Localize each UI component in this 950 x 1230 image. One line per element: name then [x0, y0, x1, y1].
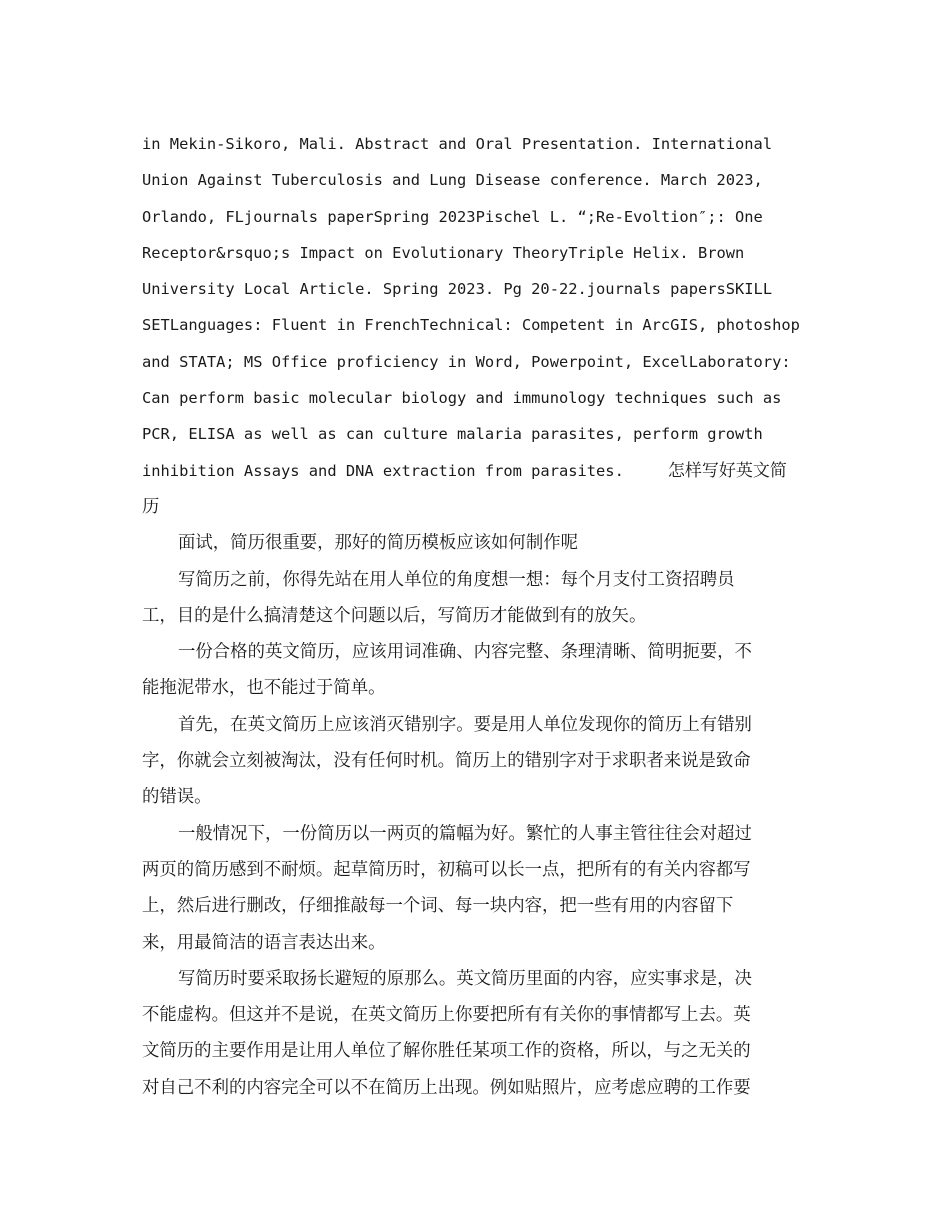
text-line: 来，用最简洁的语言表达出来。 [142, 932, 386, 953]
text-line: 字，你就会立刻被淘汰，没有任何时机。简历上的错别字对于求职者来说是致命 [142, 751, 751, 772]
paragraph [142, 816, 806, 961]
text-line: 对自己不利的内容完全可以不在简历上出现。例如贴照片，应考虑应聘的工作要 [142, 1077, 751, 1098]
chinese-text-block [142, 525, 806, 1106]
text-line: PCR, ELISA as well as can culture malaria parasites, perform growth [142, 425, 763, 444]
text-line: 不能虚构。但这并不是说，在英文简历上你要把所有有关你的事情都写上去。英 [142, 1005, 751, 1026]
text-line: Receptor&rsquo;s Impact on Evolutionary TheoryTriple Helix. Brown [142, 243, 745, 262]
text-line: 面试，简历很重要，那好的简历模板应该如何制作呢 [178, 533, 578, 554]
document-body [142, 126, 806, 1106]
text-line: 能拖泥带水，也不能过于简单。 [142, 678, 386, 699]
text-line: Can perform basic molecular biology and immunology techniques such as [142, 389, 782, 408]
paragraph [142, 562, 806, 635]
text-line: 写简历之前，你得先站在用人单位的角度想一想：每个月支付工资招聘员 [178, 569, 735, 590]
section-heading: 怎样写好英文简 [667, 460, 787, 481]
text-line: SETLanguages: Fluent in FrenchTechnical: Competent in ArcGIS, photoshop [142, 316, 800, 335]
text-line: Union Against Tuberculosis and Lung Disease conference. March 2023, [142, 171, 763, 190]
text-line: 文简历的主要作用是让用人单位了解你胜任某项工作的资格，所以，与之无关的 [142, 1041, 751, 1062]
text-line: 上，然后进行删改，仔细推敲每一个词、每一块内容，把一些有用的内容留下 [142, 896, 734, 917]
text-line: inhibition Assays and DNA extraction from parasites. [142, 461, 624, 480]
paragraph [142, 707, 806, 816]
text-line: and STATA; MS Office proficiency in Word, Powerpoint, ExcelLaboratory: [142, 352, 791, 371]
paragraph [142, 961, 806, 1106]
text-line-with-heading [142, 453, 806, 489]
english-text-block [142, 126, 806, 525]
text-line: Orlando, FLjournals paperSpring 2023Pischel L. “;Re-Evoltion″;: One [142, 207, 763, 226]
paragraph [142, 634, 806, 707]
text-line: in Mekin-Sikoro, Mali. Abstract and Oral Presentation. International [142, 135, 773, 153]
text-line: University Local Article. Spring 2023. Pg 20-22.journals papersSKILL [142, 280, 773, 299]
text-line: 的错误。 [142, 787, 212, 808]
text-line: 工，目的是什么搞清楚这个问题以后，写简历才能做到有的放矢。 [142, 605, 647, 626]
text-line: 一份合格的英文简历，应该用词准确、内容完整、条理清晰、简明扼要，不 [178, 642, 752, 663]
section-heading-continued: 历 [142, 496, 160, 517]
text-line: 首先，在英文简历上应该消灭错别字。要是用人单位发现你的简历上有错别 [178, 714, 752, 735]
text-line: 写简历时要采取扬长避短的原那么。英文简历里面的内容，应实事求是，决 [178, 968, 752, 989]
text-line: 一般情况下，一份简历以一两页的篇幅为好。繁忙的人事主管往往会对超过 [178, 823, 752, 844]
text-line: 两页的简历感到不耐烦。起草简历时，初稿可以长一点，把所有的有关内容都写 [142, 859, 751, 880]
paragraph [142, 525, 806, 561]
